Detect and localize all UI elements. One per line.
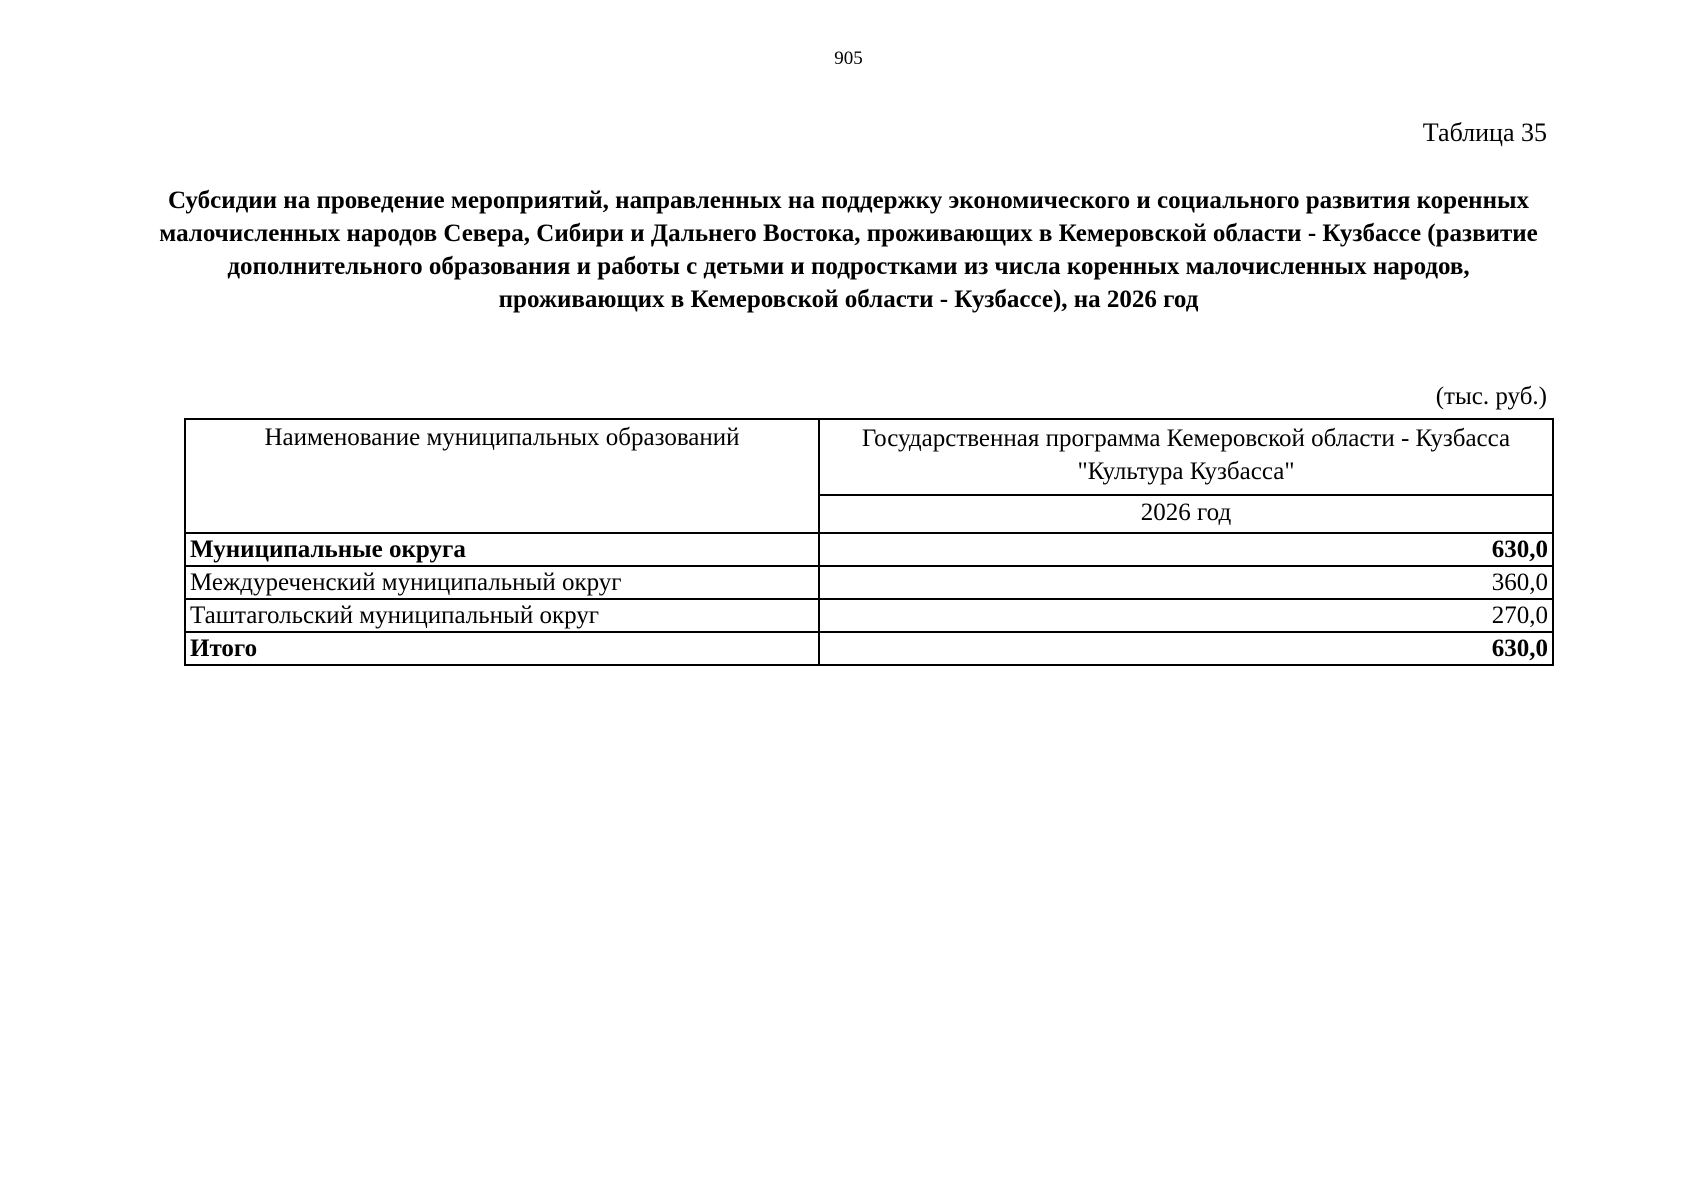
table-label: Таблица 35 [1422, 118, 1547, 147]
row-value: 360,0 [819, 566, 1553, 599]
units-label: (тыс. руб.) [1435, 383, 1547, 410]
row-name: Междуреченский муниципальный округ [185, 566, 819, 599]
header-municipality-name: Наименование муниципальных образований [185, 419, 819, 533]
total-value: 630,0 [819, 632, 1553, 665]
page-number: 905 [834, 48, 863, 69]
row-value: 630,0 [819, 533, 1553, 566]
table-row [185, 533, 1553, 566]
header-year: 2026 год [819, 495, 1553, 533]
row-name: Муниципальные округа [185, 533, 819, 566]
table-header-row [185, 419, 1553, 495]
table-row [185, 599, 1553, 632]
header-program: Государственная программа Кемеровской области - Кузбасса "Культура Кузбасса" [819, 419, 1553, 495]
table-row [185, 566, 1553, 599]
row-name: Таштагольский муниципальный округ [185, 599, 819, 632]
subsidies-table [184, 418, 1554, 666]
document-title: Субсидии на проведение мероприятий, направленных на поддержку экономического и социального развития коренных малочисленных народов Севера, Сибири и Дальнего Востока, проживающих в Кемеровской области - Кузбассе (развитие дополнительного образования и работы с детьми и подростками из числа коренных малочисленных народов, проживающих в Кемеровской области - Кузбассе), на 2026 год [159, 187, 1538, 313]
total-label: Итого [185, 632, 819, 665]
row-value: 270,0 [819, 599, 1553, 632]
table-total-row [185, 632, 1553, 665]
